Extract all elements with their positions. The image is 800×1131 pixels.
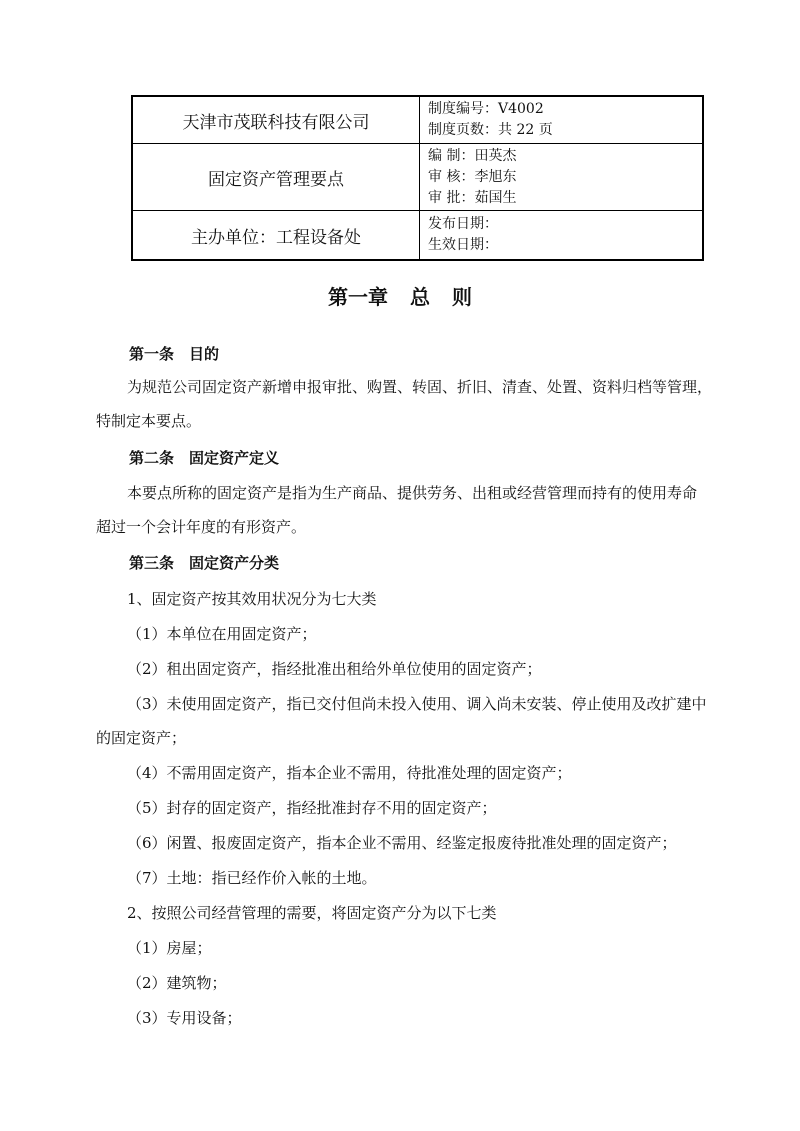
list-item: （4）不需用固定资产，指本企业不需用，待批准处理的固定资产； — [127, 764, 572, 782]
category-2-heading: 2、按照公司经营管理的需要，将固定资产分为以下七类 — [127, 904, 497, 922]
document-title: 固定资产管理要点 — [132, 144, 420, 211]
signoff-cell — [420, 144, 704, 211]
article-1-text-line-1: 为规范公司固定资产新增申报审批、购置、转固、折旧、清查、处置、资料归档等管理， — [127, 378, 713, 396]
article-3-title: 第三条 固定资产分类 — [129, 554, 280, 572]
category-1-heading: 1、固定资产按其效用状况分为七大类 — [127, 590, 377, 608]
article-1-title: 第一条 目的 — [129, 345, 220, 363]
reviewer-line: 审 核：李旭东 — [428, 168, 517, 185]
editor-line: 编 制：田英杰 — [428, 147, 517, 164]
chapter-heading — [0, 281, 800, 310]
article-2-title: 第二条 固定资产定义 — [129, 449, 280, 467]
chapter-word-2: 则 — [452, 285, 472, 309]
list-item: （3）未使用固定资产，指已交付但尚未投入使用、调入尚未安装、停止使用及改扩建中 — [127, 695, 707, 713]
list-item: （7）土地：指已经作价入帐的土地。 — [127, 869, 377, 887]
article-2-text-line-2: 超过一个会计年度的有形资产。 — [96, 518, 307, 536]
chapter-word-1: 总 — [410, 285, 430, 309]
doc-info-cell — [420, 96, 704, 144]
list-item: （6）闲置、报废固定资产，指本企业不需用、经鉴定报废待批准处理的固定资产； — [127, 834, 677, 852]
company-name: 天津市茂联科技有限公司 — [132, 96, 420, 144]
list-item: （2）租出固定资产，指经批准出租给外单位使用的固定资产； — [127, 660, 542, 678]
chapter-number: 第一章 — [328, 285, 388, 309]
list-item: （1）本单位在用固定资产； — [127, 625, 317, 643]
header-table — [131, 95, 704, 261]
list-item: （1）房屋； — [127, 939, 212, 957]
doc-number: 制度编号：V4002 — [428, 101, 544, 117]
dates-cell — [420, 211, 704, 261]
page-count: 制度页数：共 22 页 — [428, 122, 553, 138]
department: 主办单位：工程设备处 — [132, 211, 420, 261]
article-1-text-line-2: 特制定本要点。 — [96, 412, 202, 430]
list-item: （5）封存的固定资产，指经批准封存不用的固定资产； — [127, 799, 497, 817]
list-item-continuation: 的固定资产； — [96, 729, 187, 747]
list-item: （2）建筑物； — [127, 974, 227, 992]
article-2-text-line-1: 本要点所称的固定资产是指为生产商品、提供劳务、出租或经营管理而持有的使用寿命 — [127, 484, 698, 502]
publish-date: 发布日期： — [428, 216, 498, 232]
effective-date: 生效日期： — [428, 237, 498, 253]
list-item: （3）专用设备； — [127, 1009, 242, 1027]
approver-line: 审 批：茹国生 — [428, 189, 517, 206]
